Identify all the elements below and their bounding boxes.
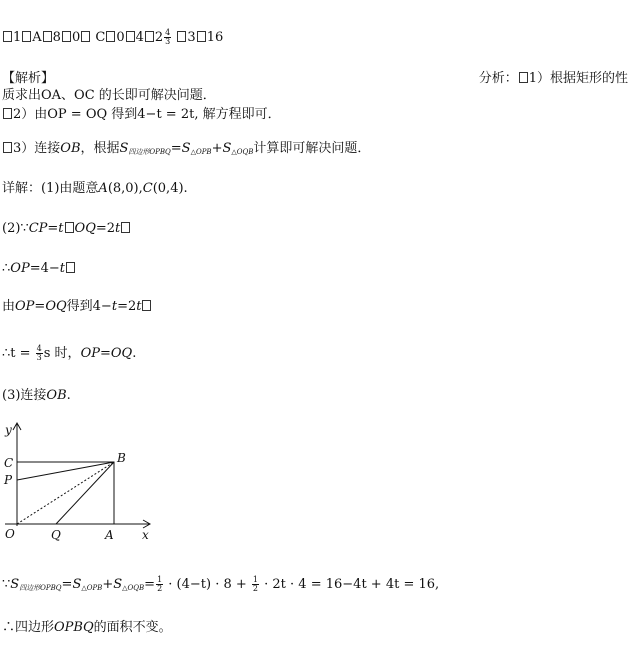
math-var: t xyxy=(136,299,142,314)
math-var: OB xyxy=(60,141,81,156)
missing-glyph-box xyxy=(519,72,528,83)
math-var: S xyxy=(181,141,191,156)
math-var: S xyxy=(72,577,82,592)
missing-glyph-box xyxy=(62,31,71,42)
math-var: t xyxy=(111,299,118,314)
text: = xyxy=(47,221,59,236)
label-C: C xyxy=(4,456,14,470)
analysis-continuation: 质求出OA、OC 的长即可解决问题． xyxy=(2,88,216,103)
analysis-step2-text: 2）由OP = OQ 得到4−t = 2t, 解方程即可． xyxy=(13,107,281,122)
text: (3)连接 xyxy=(2,388,47,403)
text: · 2t · 4 = 16−4t + 4t = 16, xyxy=(260,577,440,592)
fraction-denominator: 3 xyxy=(36,353,42,362)
text: ∴ xyxy=(2,261,11,276)
math-var: t xyxy=(115,221,121,236)
text: . xyxy=(132,346,137,361)
label-y: y xyxy=(5,423,12,437)
text: 的面积不变。 xyxy=(93,620,172,635)
missing-glyph-box xyxy=(3,31,12,42)
missing-glyph-box xyxy=(65,222,74,233)
text: = xyxy=(99,346,111,361)
math-var: t xyxy=(58,221,64,236)
solution-line-8 xyxy=(2,620,172,636)
fraction xyxy=(156,576,163,593)
math-subscript: 四边形OPBQ xyxy=(128,148,171,156)
missing-glyph-box xyxy=(145,31,154,42)
solution-line-7 xyxy=(2,576,439,596)
math-subscript: 四边形OPBQ xyxy=(19,584,62,592)
text: 由 xyxy=(2,299,16,314)
math-var: OQ xyxy=(110,346,133,361)
geometry-figure xyxy=(0,418,170,548)
answer-part: 0 xyxy=(71,30,81,45)
math-var: OP xyxy=(80,346,100,361)
answer-part: 3 xyxy=(187,30,196,45)
math-subscript: △OQB xyxy=(231,148,254,156)
math-var: OPBQ xyxy=(54,620,94,635)
math-var: S xyxy=(119,141,129,156)
missing-glyph-box xyxy=(22,31,31,42)
missing-glyph-box xyxy=(126,31,135,42)
solution-line-1 xyxy=(2,181,188,197)
math-subscript: △OPB xyxy=(190,148,212,156)
missing-glyph-box xyxy=(3,142,12,153)
analysis-step2 xyxy=(2,107,281,123)
math-var: A xyxy=(98,181,108,196)
text: 3）连接 xyxy=(13,141,61,156)
answer-part: 16 xyxy=(206,30,224,45)
missing-glyph-box xyxy=(106,31,115,42)
solution-line-3 xyxy=(2,261,76,277)
missing-glyph-box xyxy=(66,262,75,273)
answer-part: 0 xyxy=(116,30,125,45)
fraction-numerator: 1 xyxy=(252,575,259,584)
text: (2)∵ xyxy=(2,221,29,236)
math-var: OP xyxy=(15,299,35,314)
text: + xyxy=(211,141,223,156)
label-O: O xyxy=(5,527,15,541)
label-Q: Q xyxy=(51,528,61,542)
label-x: x xyxy=(142,528,149,542)
fraction xyxy=(252,576,259,593)
solution-line-6 xyxy=(2,388,71,404)
answer-part: C xyxy=(91,30,106,45)
text: · (4−t) · 8 + xyxy=(164,577,251,592)
fraction-numerator: 4 xyxy=(165,28,171,37)
missing-glyph-box xyxy=(197,31,206,42)
analysis-step3 xyxy=(2,141,370,160)
answer-part: A xyxy=(32,30,42,45)
answer-part xyxy=(172,30,176,45)
text: (8,0), xyxy=(107,181,143,196)
solution-line-4 xyxy=(2,299,152,315)
text: + xyxy=(102,577,114,592)
math-subscript: △OQB xyxy=(122,584,145,592)
answer-line xyxy=(2,29,223,46)
text: 计算即可解决问题． xyxy=(253,141,371,156)
analysis-label: 分析： xyxy=(478,71,518,86)
missing-glyph-box xyxy=(121,222,130,233)
text: =2 xyxy=(117,299,137,314)
analysis-right-text xyxy=(479,71,628,87)
answer-part: 2 xyxy=(154,30,164,45)
missing-glyph-box xyxy=(81,31,90,42)
missing-glyph-box xyxy=(43,31,52,42)
text: = xyxy=(144,577,156,592)
fraction-numerator: 1 xyxy=(157,575,163,584)
text: = xyxy=(61,577,73,592)
fraction xyxy=(164,29,171,46)
math-var: OP xyxy=(10,261,30,276)
missing-glyph-box xyxy=(177,31,186,42)
text: ，根据 xyxy=(80,141,120,156)
fraction-denominator: 2 xyxy=(157,584,163,593)
text: (0,4). xyxy=(152,181,188,196)
analysis-header: 【解析】 xyxy=(2,71,55,86)
label-P: P xyxy=(4,473,13,487)
analysis-text: 1）根据矩形的性 xyxy=(528,71,628,86)
text: 得到4− xyxy=(66,299,112,314)
math-var: t xyxy=(59,261,65,276)
math-var: C xyxy=(142,181,153,196)
fraction-denominator: 3 xyxy=(165,37,171,46)
math-var: OQ xyxy=(74,221,96,236)
math-var: S xyxy=(222,141,232,156)
math-subscript: △OPB xyxy=(81,584,103,592)
label-A: A xyxy=(105,528,114,542)
text: ∴t = xyxy=(2,346,35,361)
fraction xyxy=(36,345,43,362)
missing-glyph-box xyxy=(142,300,151,311)
answer-part: 1 xyxy=(13,30,22,45)
text: s 时， xyxy=(43,346,81,361)
text: 详解：(1)由题意 xyxy=(2,181,99,196)
math-var: OB xyxy=(46,388,67,403)
text: . xyxy=(66,388,71,403)
math-var: S xyxy=(113,577,123,592)
text: ∵ xyxy=(2,577,11,592)
missing-glyph-box xyxy=(3,108,12,119)
solution-line-2 xyxy=(2,221,131,237)
fraction-numerator: 4 xyxy=(36,344,42,353)
math-var: S xyxy=(10,577,20,592)
text: = xyxy=(170,141,182,156)
label-B: B xyxy=(117,451,126,465)
text: ∴四边形 xyxy=(2,620,55,635)
math-var: CP xyxy=(28,221,48,236)
text: =2 xyxy=(95,221,116,236)
fraction-denominator: 2 xyxy=(252,584,259,593)
text: = xyxy=(34,299,46,314)
math-var: OQ xyxy=(45,299,67,314)
solution-line-5 xyxy=(2,345,136,362)
text: =4− xyxy=(29,261,60,276)
answer-part: 8 xyxy=(52,30,61,45)
answer-part: 4 xyxy=(135,30,144,45)
